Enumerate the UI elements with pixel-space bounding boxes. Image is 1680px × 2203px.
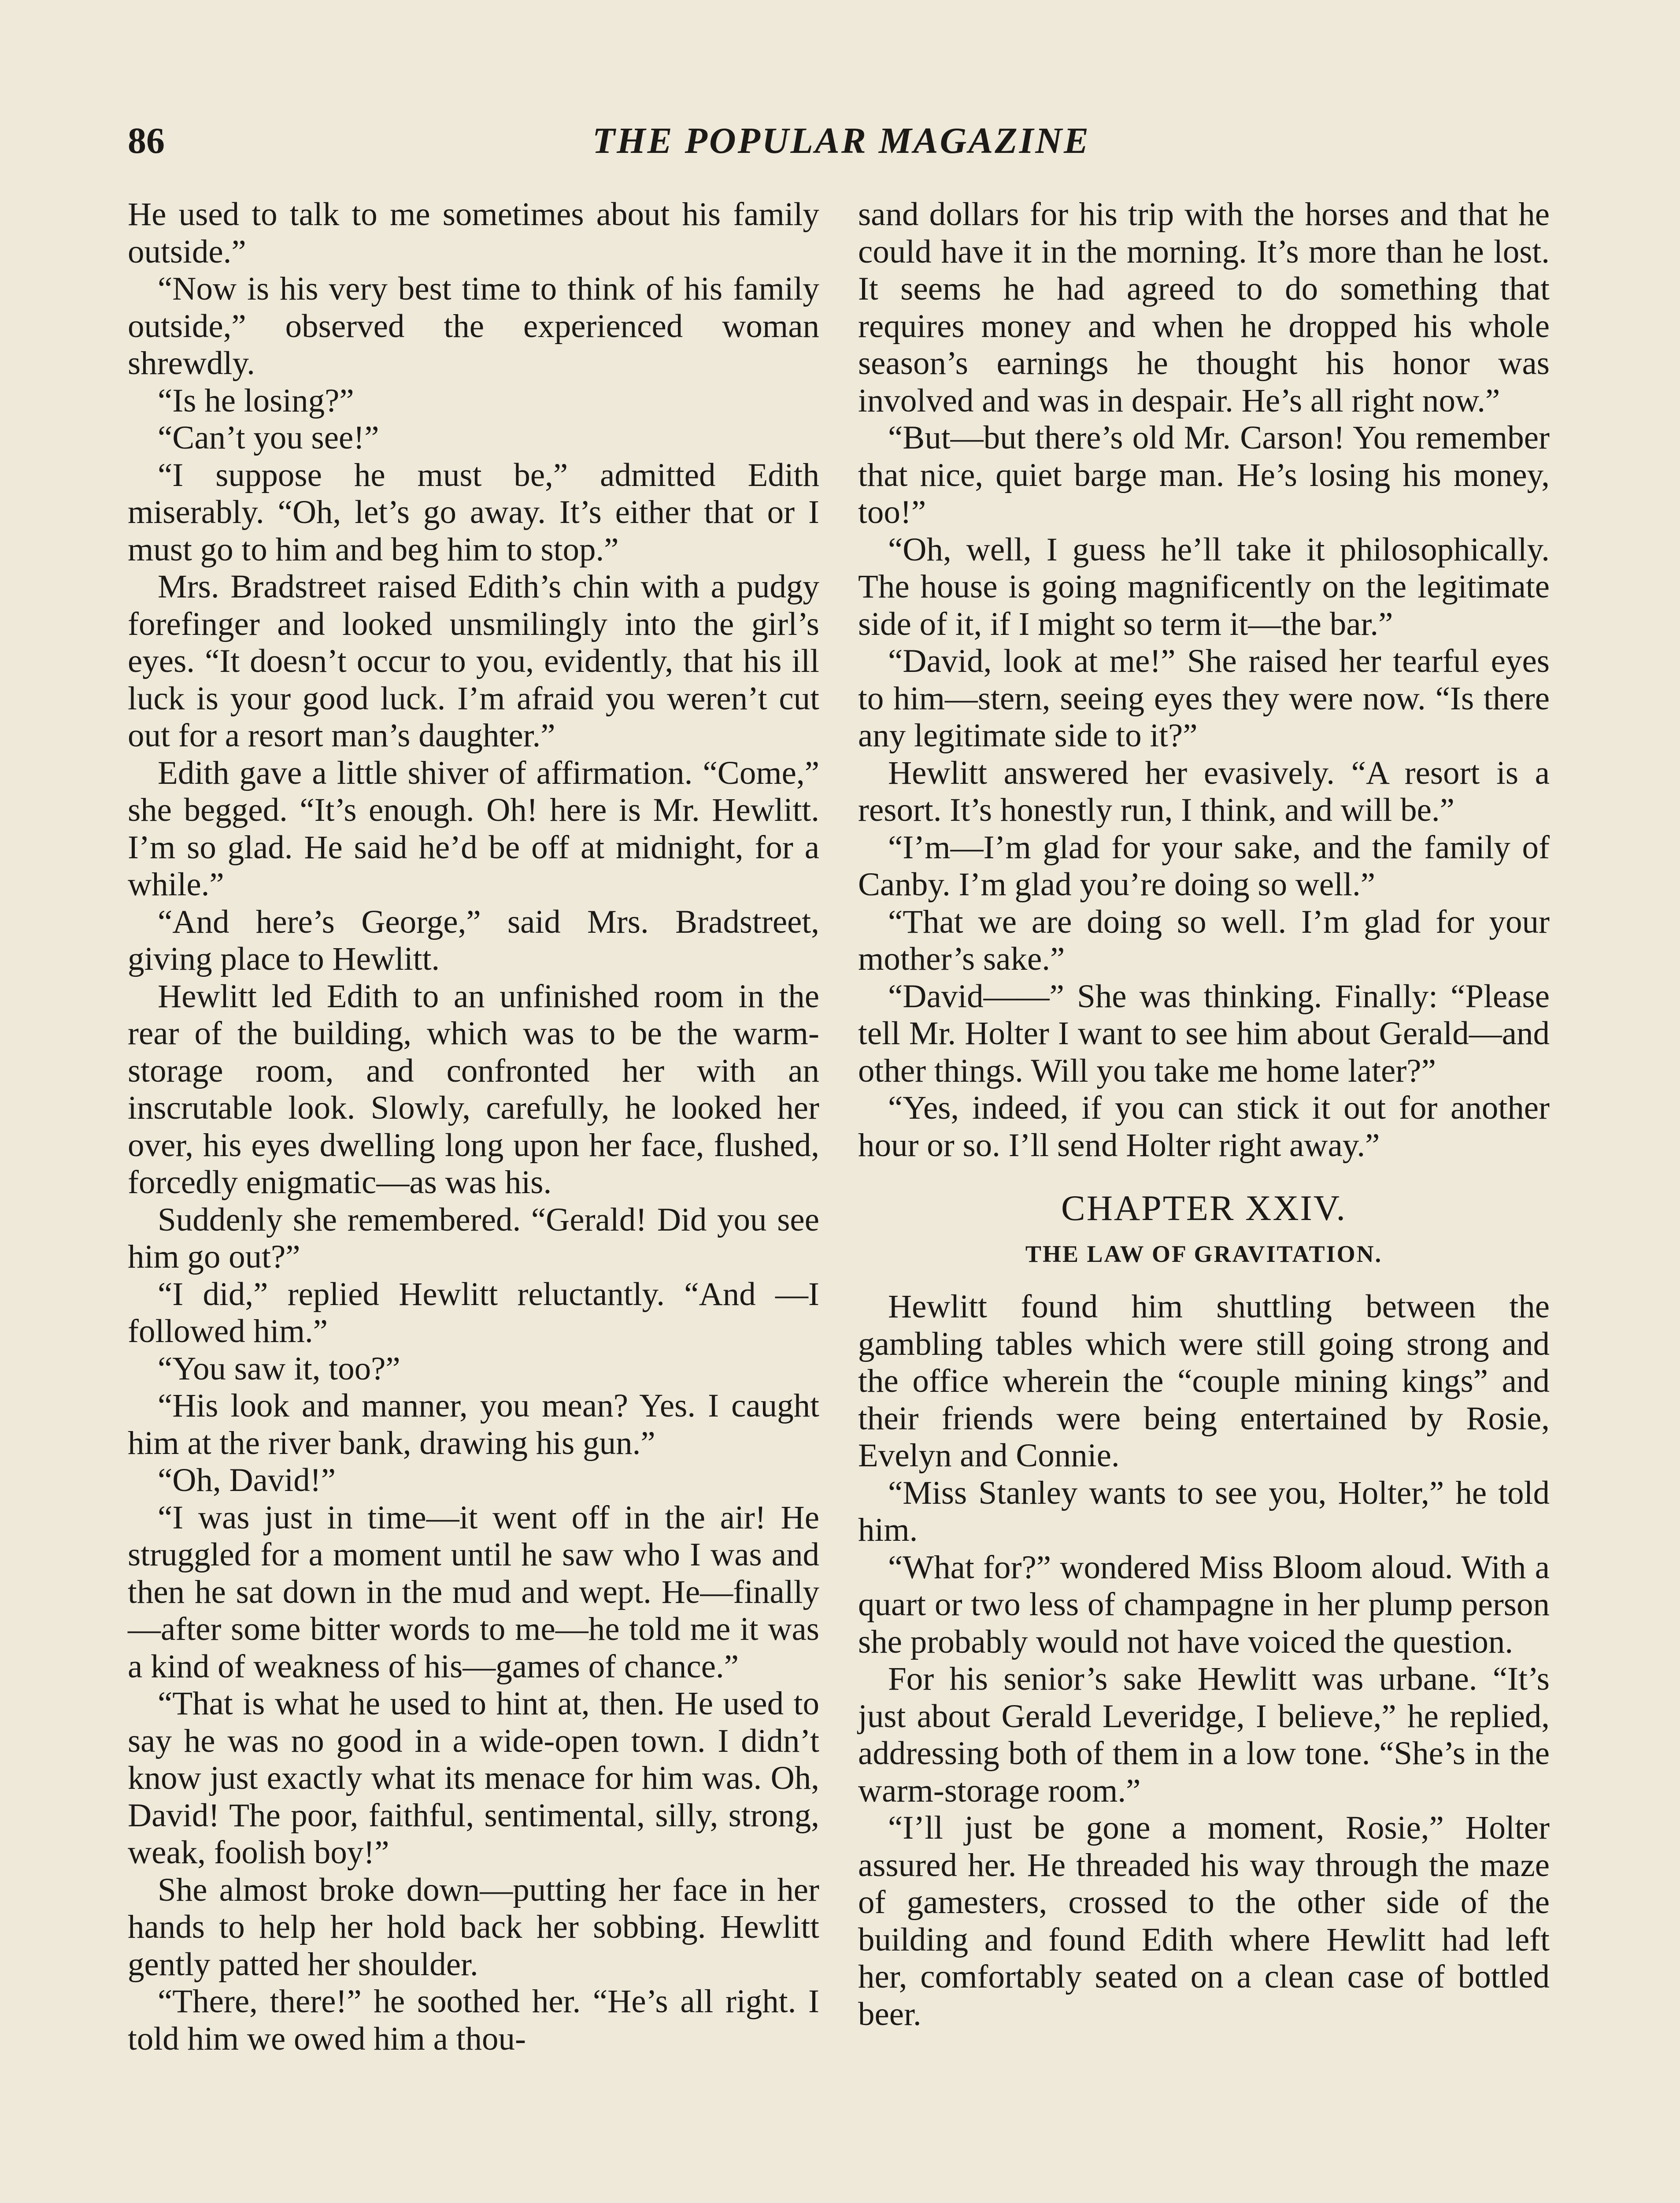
- paragraph: “Can’t you see!”: [158, 419, 379, 456]
- paragraph: “I’m—I’m glad for your sake, and the family of Canby. I’m glad you’re doing so well.”: [858, 829, 1550, 903]
- paragraph: “I suppose he must be,” admitted Edith miserably. “Oh, let’s go away. It’s either that or I must go to him and beg him to stop.”: [128, 456, 819, 568]
- paragraph: Hewlitt answered her evasively. “A resort is a resort. It’s honestly run, I think, and will be.”: [858, 754, 1550, 828]
- paragraph: Suddenly she remembered. “Gerald! Did you see him go out?”: [128, 1201, 819, 1275]
- paragraph: “His look and manner, you mean? Yes. I caught him at the river bank, drawing his gun.”: [128, 1387, 819, 1461]
- page-header: [128, 110, 1555, 172]
- paragraph: “That we are doing so well. I’m glad for your mother’s sake.”: [858, 903, 1550, 977]
- paragraph: For his senior’s sake Hewlitt was urbane. “It’s just about Gerald Leveridge, I believe,” he replied, addressing both of them in a low tone. “She’s in the warm-storage room.”: [858, 1661, 1550, 1809]
- paragraph: “Oh, well, I guess he’ll take it philosophically. The house is going magnificently on the legitimate side of it, if I might so term it—the bar.”: [858, 531, 1550, 642]
- paragraph: “Is he losing?”: [158, 382, 354, 419]
- chapter-subtitle: THE LAW OF GRAVITATION.: [1025, 1241, 1383, 1267]
- chapter-heading: CHAPTER XXIV.: [1061, 1188, 1347, 1228]
- paragraph: “Yes, indeed, if you can stick it out for another hour or so. I’ll send Holter right away.”: [858, 1090, 1550, 1164]
- paragraph: “But—but there’s old Mr. Carson! You remember that nice, quiet barge man. He’s losing his money, too!”: [858, 419, 1550, 530]
- left-column: [128, 196, 819, 2058]
- running-title: THE POPULAR MAGAZINE: [592, 120, 1091, 161]
- paragraph: “Oh, David!”: [158, 1462, 336, 1498]
- paragraph: Hewlitt found him shuttling between the gambling tables which were still going strong and the office wherein the “couple mining kings” and their friends were being entertained by Rosie, Evelyn and Connie.: [858, 1288, 1550, 1474]
- paragraph: Hewlitt led Edith to an unfinished room in the rear of the building, which was to be the warm-storage room, and confronted her with an inscrutable look. Slowly, carefully, he looked her over, his eyes dwelling long upon her face, flushed, forcedly enigmatic—as was his.: [128, 978, 819, 1201]
- paragraph: “I’ll just be gone a moment, Rosie,” Holter assured her. He threaded his way through the maze of gamesters, crossed to the other side of the building and found Edith where Hewlitt had left her, comfortably seated on a clean case of bottled beer.: [858, 1810, 1550, 2032]
- paragraph: “I did,” replied Hewlitt reluctantly. “And —I followed him.”: [128, 1276, 819, 1350]
- paragraph: Mrs. Bradstreet raised Edith’s chin with a pudgy forefinger and looked unsmilingly into the girl’s eyes. “It doesn’t occur to you, evidently, that his ill luck is your good luck. I’m afraid you weren’t cut out for a resort man’s daughter.”: [128, 568, 819, 754]
- paragraph: sand dollars for his trip with the horses and that he could have it in the morning. It’s more than he lost. It seems he had agreed to do something that requires money and when he dropped his whole season’s earnings he thought his honor was involved and was in despair. He’s all right now.”: [858, 196, 1550, 419]
- paragraph: “David——” She was thinking. Finally: “Please tell Mr. Holter I want to see him about Gerald—and other things. Will you take me home later?”: [858, 978, 1550, 1089]
- paragraph: “I was just in time—it went off in the air! He struggled for a moment until he saw who I was and then he sat down in the mud and wept. He—finally—after some bitter words to me—he told me it was a kind of weakness of his—games of chance.”: [128, 1499, 819, 1685]
- paragraph: “Now is his very best time to think of his family outside,” observed the experienced woman shrewdly.: [128, 271, 819, 382]
- paragraph: “There, there!” he soothed her. “He’s all right. I told him we owed him a thou-: [128, 1983, 819, 2057]
- paragraph: Edith gave a little shiver of affirmation. “Come,” she begged. “It’s enough. Oh! here is Mr. Hewlitt. I’m so glad. He said he’d be off at midnight, for a while.”: [128, 754, 819, 903]
- paragraph: She almost broke down—putting her face in her hands to help her hold back her sobbing. Hewlitt gently patted her shoulder.: [128, 1871, 819, 1983]
- page-number: 86: [128, 120, 165, 161]
- paragraph: “And here’s George,” said Mrs. Bradstreet, giving place to Hewlitt.: [128, 903, 819, 977]
- paragraph: “Miss Stanley wants to see you, Holter,” he told him.: [858, 1474, 1550, 1548]
- paragraph: He used to talk to me sometimes about his family outside.”: [128, 196, 819, 270]
- paragraph: “That is what he used to hint at, then. He used to say he was no good in a wide-open town. I didn’t know just exactly what its menace for him was. Oh, David! The poor, faithful, sentimental, silly, strong, weak, foolish boy!”: [128, 1685, 819, 1871]
- right-column: [858, 196, 1550, 2033]
- paragraph: “What for?” wondered Miss Bloom aloud. With a quart or two less of champagne in her plump person she probably would not have voiced the question.: [858, 1549, 1550, 1660]
- paragraph: “You saw it, too?”: [158, 1350, 400, 1387]
- paragraph: “David, look at me!” She raised her tearful eyes to him—stern, seeing eyes they were now. “Is there any legitimate side to it?”: [858, 643, 1550, 754]
